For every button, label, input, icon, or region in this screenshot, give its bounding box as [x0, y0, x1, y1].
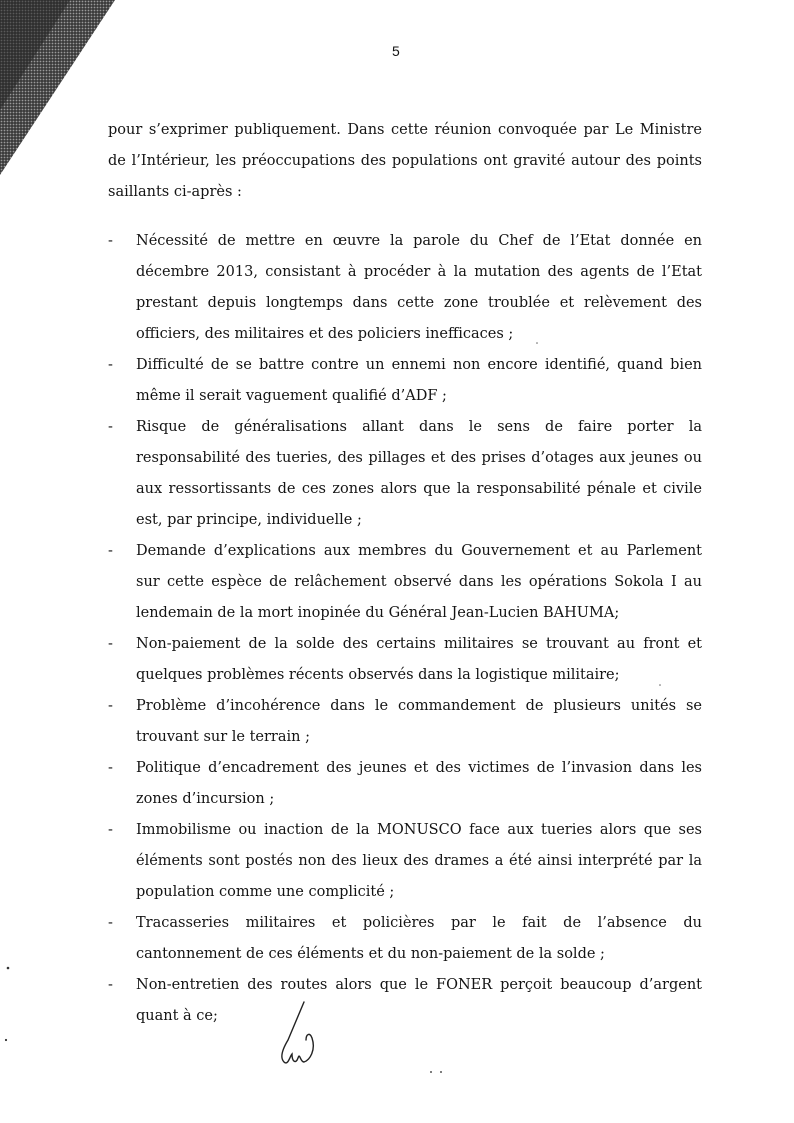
list-item: - Non-paiement de la solde des certains militaires se trouvant au front et quelques problèmes récents observés dans la logistique militaire; [108, 629, 702, 691]
list-item: - Non-entretien des routes alors que le FONER perçoit beaucoup d’argent quant à ce; [108, 970, 702, 1032]
scan-shadow-corner [0, 0, 115, 175]
list-item: - Immobilisme ou inaction de la MONUSCO face aux tueries alors que ses éléments sont postés non des lieux des drames a été ainsi interprété par la population comme une complicité ; [108, 815, 702, 908]
list-item: - Problème d’incohérence dans le commandement de plusieurs unités se trouvant sur le terrain ; [108, 691, 702, 753]
page-number: 5 [392, 43, 400, 59]
list-item: - Politique d’encadrement des jeunes et des victimes de l’invasion dans les zones d’incursion ; [108, 753, 702, 815]
list-item: - Tracasseries militaires et policières par le fait de l’absence du cantonnement de ces éléments et du non-paiement de la solde ; [108, 908, 702, 970]
list-item: - Difficulté de se battre contre un ennemi non encore identifié, quand bien même il serait vaguement qualifié d’ADF ; [108, 350, 702, 412]
handwritten-initials-signature [276, 1000, 326, 1075]
document-body [108, 115, 702, 1032]
list-item: - Nécessité de mettre en œuvre la parole du Chef de l’Etat donnée en décembre 2013, consistant à procéder à la mutation des agents de l’Etat prestant depuis longtemps dans cette zone troublée et relèvement des officiers, des militaires et des policiers inefficaces ; [108, 226, 702, 350]
list-item: - Risque de généralisations allant dans le sens de faire porter la responsabilité des tueries, des pillages et des prises d’otages aux jeunes ou aux ressortissants de ces zones alors que la responsabilité pénale et civile est, par principe, individuelle ; [108, 412, 702, 536]
intro-paragraph: pour s’exprimer publiquement. Dans cette réunion convoquée par Le Ministre de l’Intérieur, les préoccupations des populations ont gravité autour des points saillants ci-après : [108, 122, 702, 200]
list-item: - Demande d’explications aux membres du Gouvernement et au Parlement sur cette espèce de relâchement observé dans les opérations Sokola I au lendemain de la mort inopinée du Général Jean-Lucien BAHUMA; [108, 536, 702, 629]
concerns-list [108, 226, 702, 1032]
